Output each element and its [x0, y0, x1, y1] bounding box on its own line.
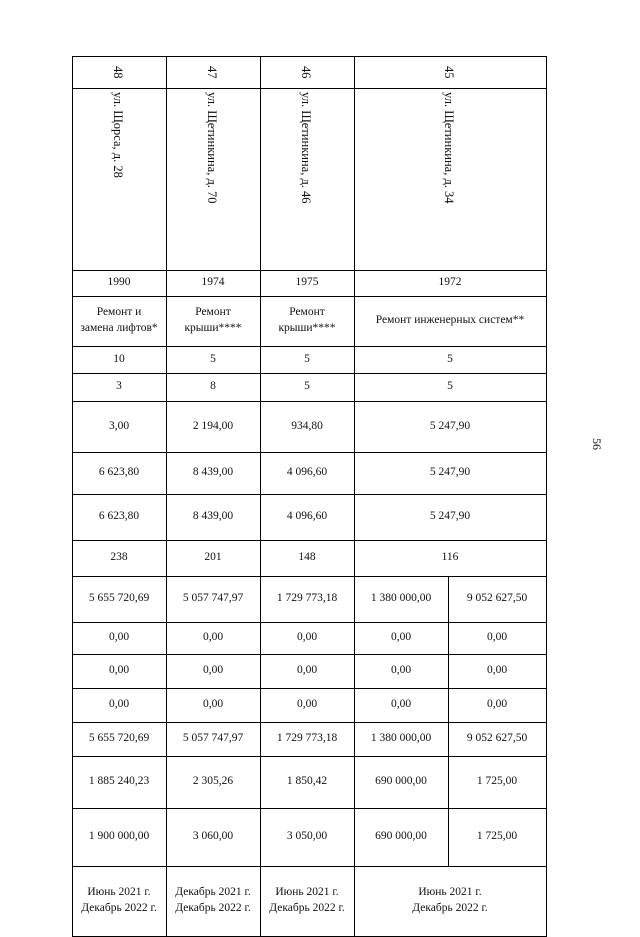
- table-cell: 0,00: [390, 664, 412, 677]
- table-cell: 9 052 627,50: [466, 592, 528, 605]
- table-cell: 0,00: [108, 631, 130, 644]
- table-cell: 0,00: [486, 631, 508, 644]
- table-border: [72, 56, 546, 57]
- table-cell: 5: [447, 352, 453, 365]
- table-cell: Декабрь 2021 г. Декабрь 2022 г.: [175, 886, 251, 914]
- table-cell: 8 439,00: [192, 466, 234, 479]
- table-cell: 1 380 000,00: [370, 732, 432, 745]
- table-cell: 10: [113, 352, 125, 365]
- table-cell: 9 052 627,50: [466, 732, 528, 745]
- table-cell: 201: [204, 551, 222, 564]
- table-cell: 5 655 720,69: [88, 592, 150, 605]
- table-cell: 0,00: [202, 631, 224, 644]
- table-cell: 6 623,80: [98, 510, 140, 523]
- column-address: ул. Щетинкина, д. 70: [205, 92, 219, 204]
- page-number: 56: [590, 438, 604, 450]
- table-cell: 1 900 000,00: [88, 830, 150, 843]
- table-cell: 116: [441, 551, 459, 564]
- table-cell: 5 057 747,97: [182, 732, 244, 745]
- table-cell: 5: [210, 352, 216, 365]
- table-cell: 690 000,00: [375, 830, 427, 843]
- table-cell: 2 194,00: [192, 419, 234, 432]
- table-cell: Ремонт инженерных систем**: [375, 314, 525, 327]
- table-cell: 1 729 773,18: [276, 592, 338, 605]
- column-address: ул. Щорса, д. 28: [111, 92, 125, 178]
- table-cell: Ремонт крыши****: [278, 306, 336, 334]
- table-cell: 934,80: [291, 419, 323, 432]
- table-cell: 0,00: [296, 664, 318, 677]
- table-cell: 1975: [295, 276, 319, 289]
- table-cell: 1 725,00: [476, 775, 518, 788]
- table-cell: 1 725,00: [476, 830, 518, 843]
- table-cell: 238: [110, 551, 128, 564]
- column-number: 48: [111, 66, 125, 79]
- table-cell: 5: [447, 380, 453, 393]
- table-cell: 0,00: [486, 664, 508, 677]
- table-cell: 5 247,90: [429, 510, 471, 523]
- table-cell: Ремонт крыши****: [184, 306, 242, 334]
- table-cell: Июнь 2021 г. Декабрь 2022 г.: [412, 886, 488, 914]
- table-cell: 5 247,90: [429, 466, 471, 479]
- table-cell: 0,00: [202, 698, 224, 711]
- table-cell: 5: [304, 352, 310, 365]
- table-cell: 1 729 773,18: [276, 732, 338, 745]
- table-cell: Июнь 2021 г. Декабрь 2022 г.: [269, 886, 345, 914]
- column-number: 46: [299, 66, 313, 79]
- table-cell: 1 380 000,00: [370, 592, 432, 605]
- table-border: [72, 88, 546, 89]
- table-cell: 148: [298, 551, 316, 564]
- table-cell: 4 096,60: [286, 510, 328, 523]
- table-cell: 1 885 240,23: [88, 775, 150, 788]
- table-cell: 1990: [107, 276, 131, 289]
- table-cell: 1972: [438, 276, 462, 289]
- table-cell: 0,00: [296, 698, 318, 711]
- table-cell: 1974: [201, 276, 225, 289]
- table-border: [546, 56, 547, 937]
- table-cell: 2 305,26: [192, 775, 234, 788]
- table-cell: 6 623,80: [98, 466, 140, 479]
- column-address: ул. Щетинкина, д. 46: [299, 92, 313, 204]
- table-cell: 4 096,60: [286, 466, 328, 479]
- table-cell: 5 655 720,69: [88, 732, 150, 745]
- table-cell: 8: [210, 380, 216, 393]
- table-cell: 3,00: [108, 419, 130, 432]
- table-cell: 5 247,90: [429, 419, 471, 432]
- table-cell: Ремонт и замена лифтов*: [80, 306, 158, 334]
- table-cell: 1 850,42: [286, 775, 328, 788]
- table-cell: 3 060,00: [192, 830, 234, 843]
- column-number: 47: [205, 66, 219, 79]
- table-cell: 0,00: [390, 698, 412, 711]
- table-cell: 0,00: [390, 631, 412, 644]
- table-cell: 5 057 747,97: [182, 592, 244, 605]
- column-number: 45: [442, 66, 456, 79]
- table-cell: 0,00: [486, 698, 508, 711]
- table-cell: 0,00: [202, 664, 224, 677]
- table-cell: 0,00: [108, 664, 130, 677]
- table-cell: 3 050,00: [286, 830, 328, 843]
- table-cell: 8 439,00: [192, 510, 234, 523]
- table-cell: Июнь 2021 г. Декабрь 2022 г.: [81, 886, 157, 914]
- table-cell: 3: [116, 380, 122, 393]
- table-cell: 690 000,00: [375, 775, 427, 788]
- table-cell: 5: [304, 380, 310, 393]
- column-address: ул. Щетинкина, д. 34: [442, 92, 456, 204]
- table-cell: 0,00: [108, 698, 130, 711]
- table-cell: 0,00: [296, 631, 318, 644]
